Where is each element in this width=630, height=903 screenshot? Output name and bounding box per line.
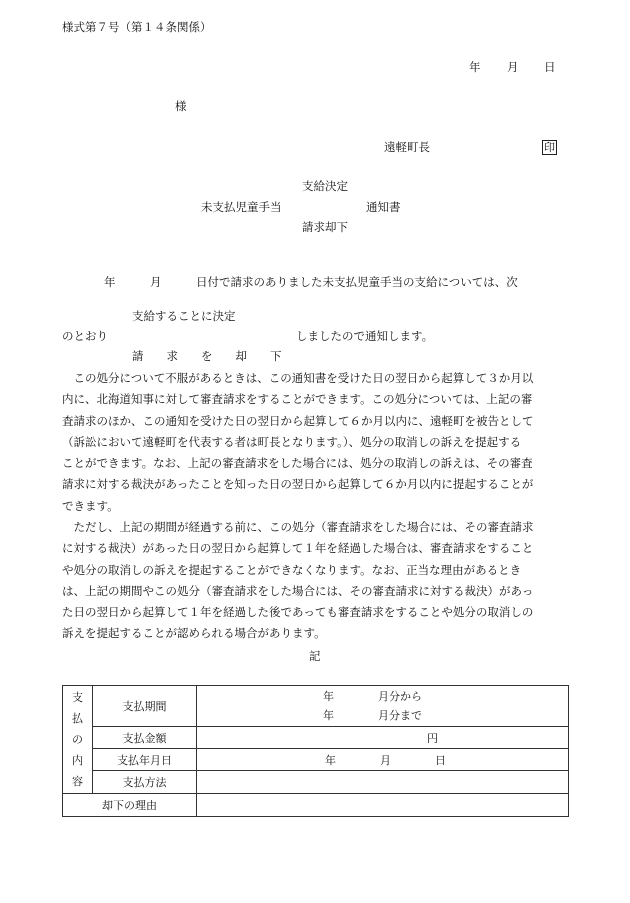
group-label-char: 内 <box>72 753 83 767</box>
yen-unit: 円 <box>427 731 438 745</box>
group-label-char: の <box>72 732 83 746</box>
paragraph-line: 訴えを提起することが認められる場合があります。 <box>62 626 326 641</box>
period-to: 年 月分まで <box>323 709 422 723</box>
group-label-char: 容 <box>72 774 83 788</box>
paragraph-line: 査請求のほか、この通知を受けた日の翌日から起算して６か月以内に、遠軽町を被告として <box>62 413 534 428</box>
paragraph-line: 請求に対する裁決があったことを知った日の翌日から起算して６か月以内に提起することが <box>62 477 534 492</box>
seal-mark: 印 <box>544 141 555 154</box>
reject-reason-label: 却下の理由 <box>63 793 197 816</box>
sender-title: 遠軽町長 <box>384 140 430 154</box>
reject-reason-value <box>197 793 569 816</box>
payment-method-value <box>197 771 569 793</box>
paragraph-line: や処分の取消しの訴えを提起することができなくなります。なお、正当な理由があるとき <box>62 562 522 577</box>
date-year: 年 <box>469 60 481 74</box>
intro-line2-left: のとおり <box>62 329 108 343</box>
group-label-char: 支 <box>72 690 83 704</box>
payment-date-value <box>197 749 569 771</box>
date-month: 月 <box>507 60 519 74</box>
paragraph-line: この処分について不服があるときは、この通知書を受けた日の翌日から起算して３か月以 <box>62 371 534 385</box>
period-from: 年 月分から <box>323 690 422 704</box>
paragraph-line: できます。 <box>62 498 119 513</box>
payment-period-value <box>197 686 569 727</box>
paragraph-line: ただし、上記の期間が経過する前に、この処分（審査請求をした場合には、その審査請求 <box>62 520 534 534</box>
title-left: 未支払児童手当 <box>201 200 282 214</box>
payment-date-ymd: 年 月 日 <box>325 753 446 767</box>
intro-line1: 年 月 日付で請求のありました未支払児童手当の支給については、次 <box>104 275 518 289</box>
group-label-char: 払 <box>72 711 83 725</box>
paragraph-line: は、上記の期間やこの処分（審査請求をした場合には、その審査請求に対する裁決）があっ <box>62 583 534 598</box>
payment-period-label: 支払期間 <box>93 686 197 727</box>
paragraph-line: （訴訟において遠軽町を代表する者は町長となります。）、処分の取消しの訴えを提起する <box>62 434 522 449</box>
payment-details-table <box>62 685 569 817</box>
paragraph-line: に対する裁決）があった日の翌日から起算して１年を経過した場合は、審査請求をすること <box>62 541 534 556</box>
addressee-honorific: 様 <box>175 99 187 113</box>
intro-option-grant: 支給することに決定 <box>132 309 236 323</box>
intro-option-reject: 請 求 を 却 下 <box>132 349 282 363</box>
payment-method-label: 支払方法 <box>93 771 197 793</box>
appeal-paragraph-1 <box>62 368 570 517</box>
payment-date-label: 支払年月日 <box>93 749 197 771</box>
title-right: 通知書 <box>366 200 401 214</box>
paragraph-line: た日の翌日から起算して１年を経過した後であっても審査請求をすることや処分の取消しの <box>62 605 534 620</box>
title-option-reject: 請求却下 <box>302 220 348 234</box>
payment-amount-label: 支払金額 <box>93 727 197 749</box>
payment-amount-value <box>197 727 569 749</box>
group-label-cell <box>63 686 93 794</box>
paragraph-line: 内に、北海道知事に対して審査請求をすることができます。この処分については、上記の審 <box>62 392 533 407</box>
date-day: 日 <box>544 60 556 74</box>
ki-heading: 記 <box>309 649 321 663</box>
intro-line2-right: しましたので通知します。 <box>296 329 434 343</box>
form-number: 様式第７号（第１４条関係） <box>62 20 212 34</box>
appeal-paragraph-2 <box>62 517 570 645</box>
title-option-grant: 支給決定 <box>302 179 348 193</box>
paragraph-line: ことができます。なお、上記の審査請求をした場合には、処分の取消しの訴えは、その審査 <box>62 456 533 471</box>
